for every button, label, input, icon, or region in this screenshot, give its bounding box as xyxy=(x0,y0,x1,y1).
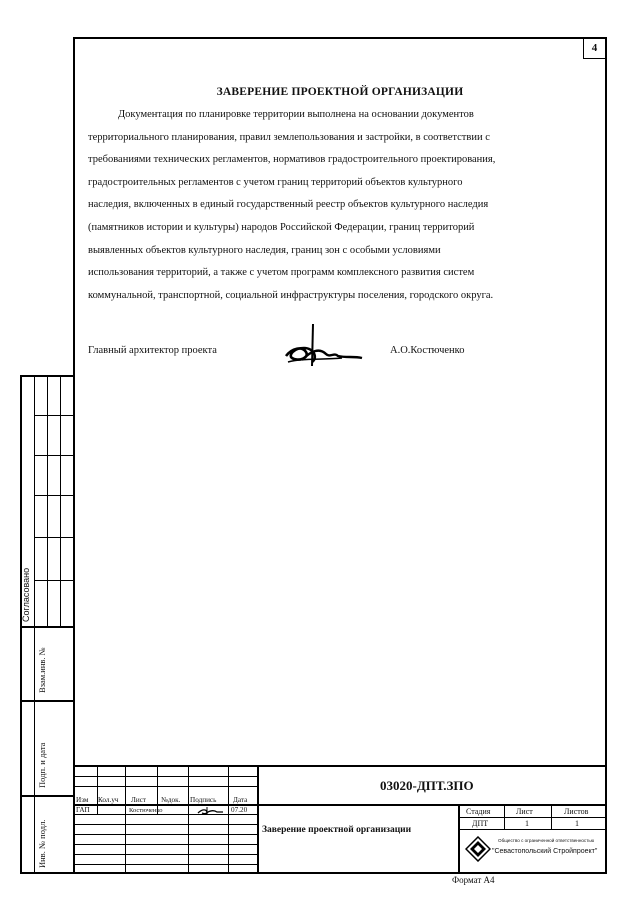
stamp-header-list: Лист xyxy=(131,796,147,804)
stamp-stage-label: Стадия xyxy=(466,807,491,816)
document-paragraph xyxy=(88,104,596,307)
margin-label-replace-inv: Взам.инв. № xyxy=(37,647,47,693)
stamp-header-bottom xyxy=(73,804,607,806)
stamp-col xyxy=(188,765,189,873)
stamp-header-sign: Подпись xyxy=(190,796,217,804)
stamp-sheets-label: Листов xyxy=(564,807,589,816)
stamp-sheets-value: 1 xyxy=(575,819,579,828)
margin-row-divider xyxy=(34,537,74,538)
stamp-signature-image xyxy=(196,806,224,815)
paragraph-line: выявленных объектов культурного наследия, границ зон с особыми условиями xyxy=(88,244,441,256)
stamp-col xyxy=(257,765,259,873)
stamp-header-ndoc: №док. xyxy=(161,796,181,804)
stamp-row xyxy=(73,834,257,835)
margin-row-divider xyxy=(34,415,74,416)
stamp-col xyxy=(228,765,229,873)
stamp-row xyxy=(458,817,606,818)
stamp-sheet-label: Лист xyxy=(516,807,533,816)
document-title: ЗАВЕРЕНИЕ ПРОЕКТНОЙ ОРГАНИЗАЦИИ xyxy=(216,86,464,98)
stamp-code: 03020-ДПТ.ЗПО xyxy=(380,778,474,793)
frame-top xyxy=(73,37,607,39)
paragraph-line: наследия, включенных в единый государственный реестр объектов культурного наследия xyxy=(88,199,489,211)
paragraph-line: (памятников истории и культуры) народов Российской Федерации, границ территорий xyxy=(88,221,475,233)
paragraph-line: территориального планирования, правил землепользования и застройки, в соответствии с xyxy=(88,131,490,143)
margin-left-border xyxy=(20,375,22,873)
margin-row-divider xyxy=(34,455,74,456)
margin-col-divider xyxy=(47,375,48,627)
signature-role: Главный архитектор проекта xyxy=(88,345,217,356)
margin-section-divider xyxy=(20,700,74,702)
stamp-row-date: 07.20 xyxy=(231,806,248,814)
stamp-row xyxy=(73,854,257,855)
org-name-line1: Общество с ограниченной ответственностью xyxy=(498,838,595,843)
stamp-row xyxy=(73,814,257,815)
stamp-row xyxy=(73,824,257,825)
stamp-header-izm: Изм xyxy=(76,796,89,804)
frame-bottom xyxy=(20,872,607,874)
margin-section-divider xyxy=(20,795,74,797)
frame-right xyxy=(605,37,607,874)
org-name-line2: "Севастопольский Стройпроект" xyxy=(492,848,598,855)
margin-row-divider xyxy=(34,580,74,581)
org-logo-icon xyxy=(465,836,491,862)
stamp-row-role: ГАП xyxy=(76,806,90,814)
stamp-row xyxy=(73,844,257,845)
margin-label-sign-date: Подп. и дата xyxy=(37,742,47,788)
sheet-number-box xyxy=(583,38,605,59)
format-label: Формат А4 xyxy=(452,875,495,885)
paragraph-line: коммунальной, транспортной, социальной инфраструктуры поселения, городского округа. xyxy=(88,289,494,301)
stamp-row xyxy=(73,776,257,777)
margin-label-inv-orig: Инв. № подл. xyxy=(37,819,47,868)
stamp-row xyxy=(73,786,257,787)
paragraph-line: Документация по планировке территории выполнена на основании документов xyxy=(118,109,474,120)
stamp-col xyxy=(125,765,126,873)
stamp-header-kol: Кол.уч xyxy=(98,796,119,804)
stamp-sheet-value: 1 xyxy=(525,819,529,828)
paragraph-line: использования территорий, а также с учетом программ комплексного развития систем xyxy=(88,267,475,279)
margin-row-divider xyxy=(34,495,74,496)
signature-image xyxy=(282,322,364,370)
stamp-col xyxy=(97,765,98,815)
stamp-doc-title: Заверение проектной организации xyxy=(262,825,412,835)
stamp-header-date: Дата xyxy=(233,796,248,804)
stamp-stage-value: ДПТ xyxy=(472,819,489,828)
margin-col-divider xyxy=(34,375,35,873)
paragraph-line: градостроительных регламентов с учетом границ территорий объектов культурного xyxy=(88,176,463,188)
margin-section-divider xyxy=(20,626,74,628)
margin-col-divider xyxy=(60,375,61,627)
margin-label-agreed: Согласовано xyxy=(21,567,31,622)
stamp-top xyxy=(73,765,607,767)
stamp-row-name: Костюченко xyxy=(129,807,163,814)
stamp-row xyxy=(458,829,606,830)
paragraph-line: требованиями технических регламентов, нормативов градостроительного проектирования, xyxy=(88,154,496,166)
stamp-col xyxy=(458,805,460,873)
stamp-row xyxy=(73,864,257,865)
sheet-number: 4 xyxy=(591,42,598,54)
signature-name: А.О.Костюченко xyxy=(390,345,465,356)
